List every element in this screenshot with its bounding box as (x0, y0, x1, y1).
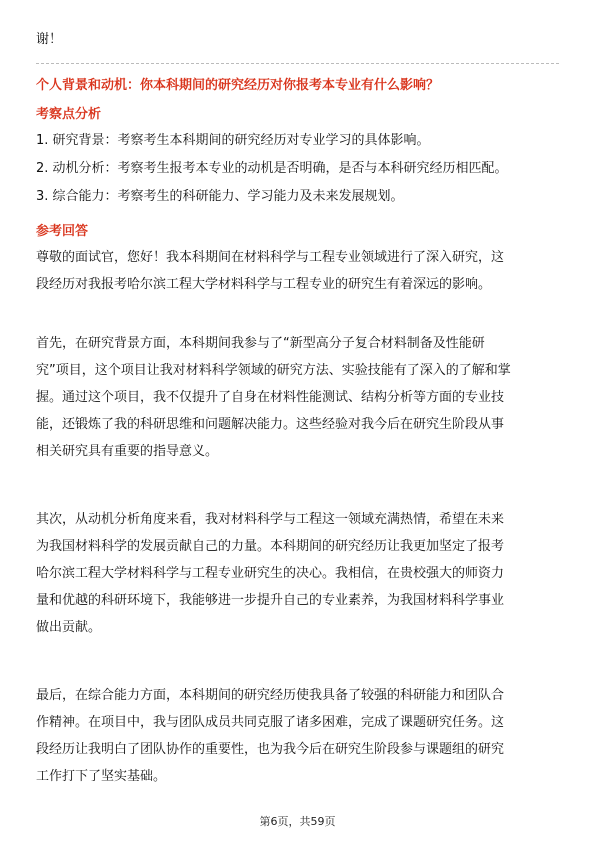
paragraph-line: 工作打下了坚实基础。 (36, 769, 167, 784)
analysis-item: 2. 动机分析：考察考生报考本专业的动机是否明确，是否与本科研究经历相匹配。 (36, 161, 508, 176)
paragraph-line: 相关研究具有重要的指导意义。 (36, 444, 219, 459)
paragraph-line: 首先，在研究背景方面，本科期间我参与了“新型高分子复合材料制备及性能研 (36, 336, 485, 351)
continuation-text: 谢！ (36, 32, 63, 47)
paragraph-line: 哈尔滨工程大学材料科学与工程专业研究生的决心。我相信，在贵校强大的师资力 (36, 566, 505, 581)
paragraph-line: 其次，从动机分析角度来看，我对材料科学与工程这一领域充满热情，希望在未来 (36, 512, 505, 527)
question-heading: 个人背景和动机：你本科期间的研究经历对你报考本专业有什么影响？ (36, 78, 440, 93)
analysis-item: 3. 综合能力：考察考生的科研能力、学习能力及未来发展规划。 (36, 189, 404, 204)
paragraph-line: 究”项目，这个项目让我对材料科学领域的研究方法、实验技能有了深入的了解和掌 (36, 363, 511, 378)
paragraph-line: 握。通过这个项目，我不仅提升了自身在材料性能测试、结构分析等方面的专业技 (36, 390, 505, 405)
paragraph-line: 能，还锻炼了我的科研思维和问题解决能力。这些经验对我今后在研究生阶段从事 (36, 417, 505, 432)
paragraph-line: 段经历让我明白了团队协作的重要性，也为我今后在研究生阶段参与课题组的研究 (36, 742, 505, 757)
paragraph-line: 做出贡献。 (36, 620, 102, 635)
divider (36, 63, 559, 64)
paragraph-line: 尊敬的面试官，您好！我本科期间在材料科学与工程专业领域进行了深入研究，这 (36, 250, 505, 265)
paragraph-line: 为我国材料科学的发展贡献自己的力量。本科期间的研究经历让我更加坚定了报考 (36, 539, 505, 554)
paragraph-line: 段经历对我报考哈尔滨工程大学材料科学与工程专业的研究生有着深远的影响。 (36, 277, 492, 292)
answer-heading: 参考回答 (36, 224, 89, 239)
analysis-heading: 考察点分析 (36, 107, 102, 122)
paragraph-line: 量和优越的科研环境下，我能够进一步提升自己的专业素养，为我国材料科学事业 (36, 593, 505, 608)
paragraph-line: 作精神。在项目中，我与团队成员共同克服了诸多困难，完成了课题研究任务。这 (36, 715, 505, 730)
page-number: 第6页，共59页 (259, 815, 336, 828)
analysis-item: 1. 研究背景：考察考生本科期间的研究经历对专业学习的具体影响。 (36, 133, 430, 148)
paragraph-line: 最后，在综合能力方面，本科期间的研究经历使我具备了较强的科研能力和团队合 (36, 688, 505, 703)
